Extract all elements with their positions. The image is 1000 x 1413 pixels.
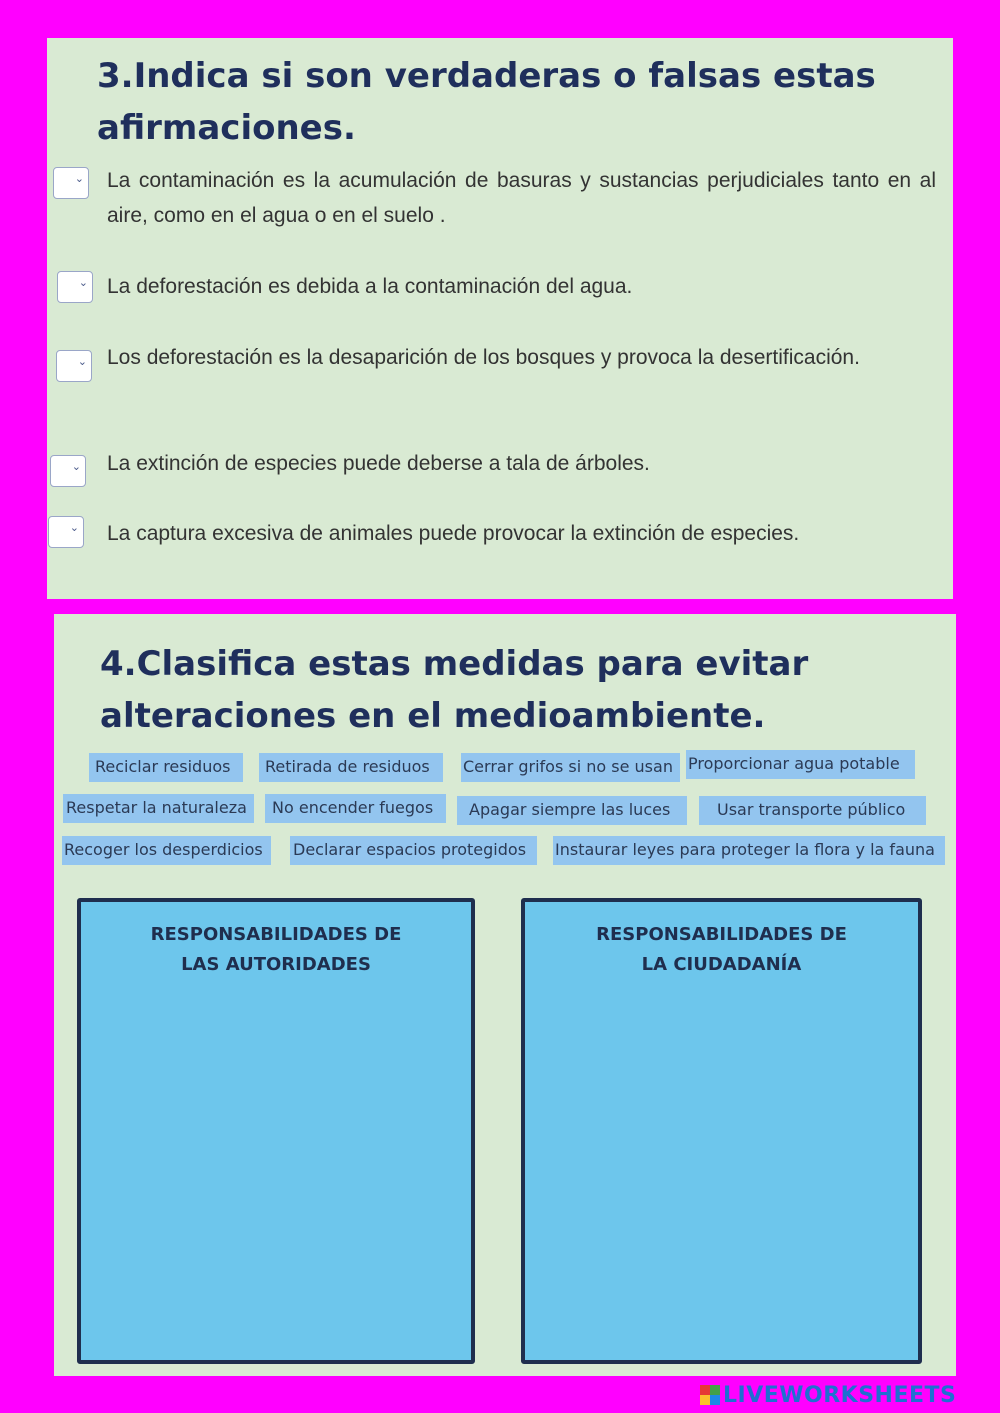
statement-text: La contaminación es la acumulación de basuras y sustancias perjudiciales tanto en al aire, como en el agua o en el suelo . — [107, 169, 936, 227]
exercise-3-title: 3.Indica si son verdaderas o falsas estas afirmaciones. — [97, 56, 876, 148]
drag-chip[interactable]: Retirada de residuos — [259, 753, 443, 782]
chevron-down-icon: ⌄ — [77, 355, 87, 368]
drag-chip[interactable]: Recoger los desperdicios — [62, 836, 271, 865]
liveworksheets-logo — [700, 1380, 956, 1410]
exercise-4-title: 4.Clasifica estas medidas para evitar alteraciones en el medioambiente. — [100, 644, 809, 736]
drag-chip[interactable]: No encender fuegos — [265, 794, 446, 823]
statement-text: La captura excesiva de animales puede provocar la extinción de especies. — [107, 522, 800, 545]
true-false-dropdown[interactable] — [53, 167, 89, 199]
drag-chip[interactable]: Apagar siempre las luces — [457, 796, 687, 825]
chevron-down-icon: ⌄ — [69, 521, 79, 534]
true-false-dropdown[interactable] — [50, 455, 86, 487]
statement-text: La deforestación es debida a la contaminación del agua. — [107, 275, 633, 298]
drag-chip[interactable]: Declarar espacios protegidos — [290, 836, 537, 865]
liveworksheets-logo-icon — [700, 1385, 720, 1405]
brand-name: LIVEWORKSHEETS — [723, 1382, 957, 1408]
true-false-dropdown[interactable] — [56, 350, 92, 382]
drop-box-heading: RESPONSABILIDADES DE LAS AUTORIDADES — [150, 924, 402, 975]
chevron-down-icon: ⌄ — [78, 276, 88, 289]
drag-chip[interactable]: Instaurar leyes para proteger la flora y la fauna — [553, 836, 945, 865]
drag-chip[interactable]: Reciclar residuos — [89, 753, 243, 782]
drag-chip[interactable]: Usar transporte público — [699, 796, 926, 825]
true-false-dropdown[interactable] — [57, 271, 93, 303]
drop-box-citizens[interactable] — [521, 898, 922, 1364]
chevron-down-icon: ⌄ — [71, 460, 81, 473]
statement-text: Los deforestación es la desaparición de los bosques y provoca la desertificación. — [107, 346, 860, 369]
drag-chip[interactable]: Proporcionar agua potable — [686, 750, 915, 779]
drop-box-authorities[interactable] — [77, 898, 475, 1364]
exercise-3-panel — [47, 38, 953, 599]
drag-chip[interactable]: Respetar la naturaleza — [63, 794, 254, 823]
drag-chip[interactable]: Cerrar grifos si no se usan — [461, 753, 680, 782]
chevron-down-icon: ⌄ — [74, 172, 84, 185]
statement-text: La extinción de especies puede deberse a tala de árboles. — [107, 452, 650, 475]
drop-box-heading: RESPONSABILIDADES DE LA CIUDADANÍA — [596, 924, 847, 975]
true-false-dropdown[interactable] — [48, 516, 84, 548]
